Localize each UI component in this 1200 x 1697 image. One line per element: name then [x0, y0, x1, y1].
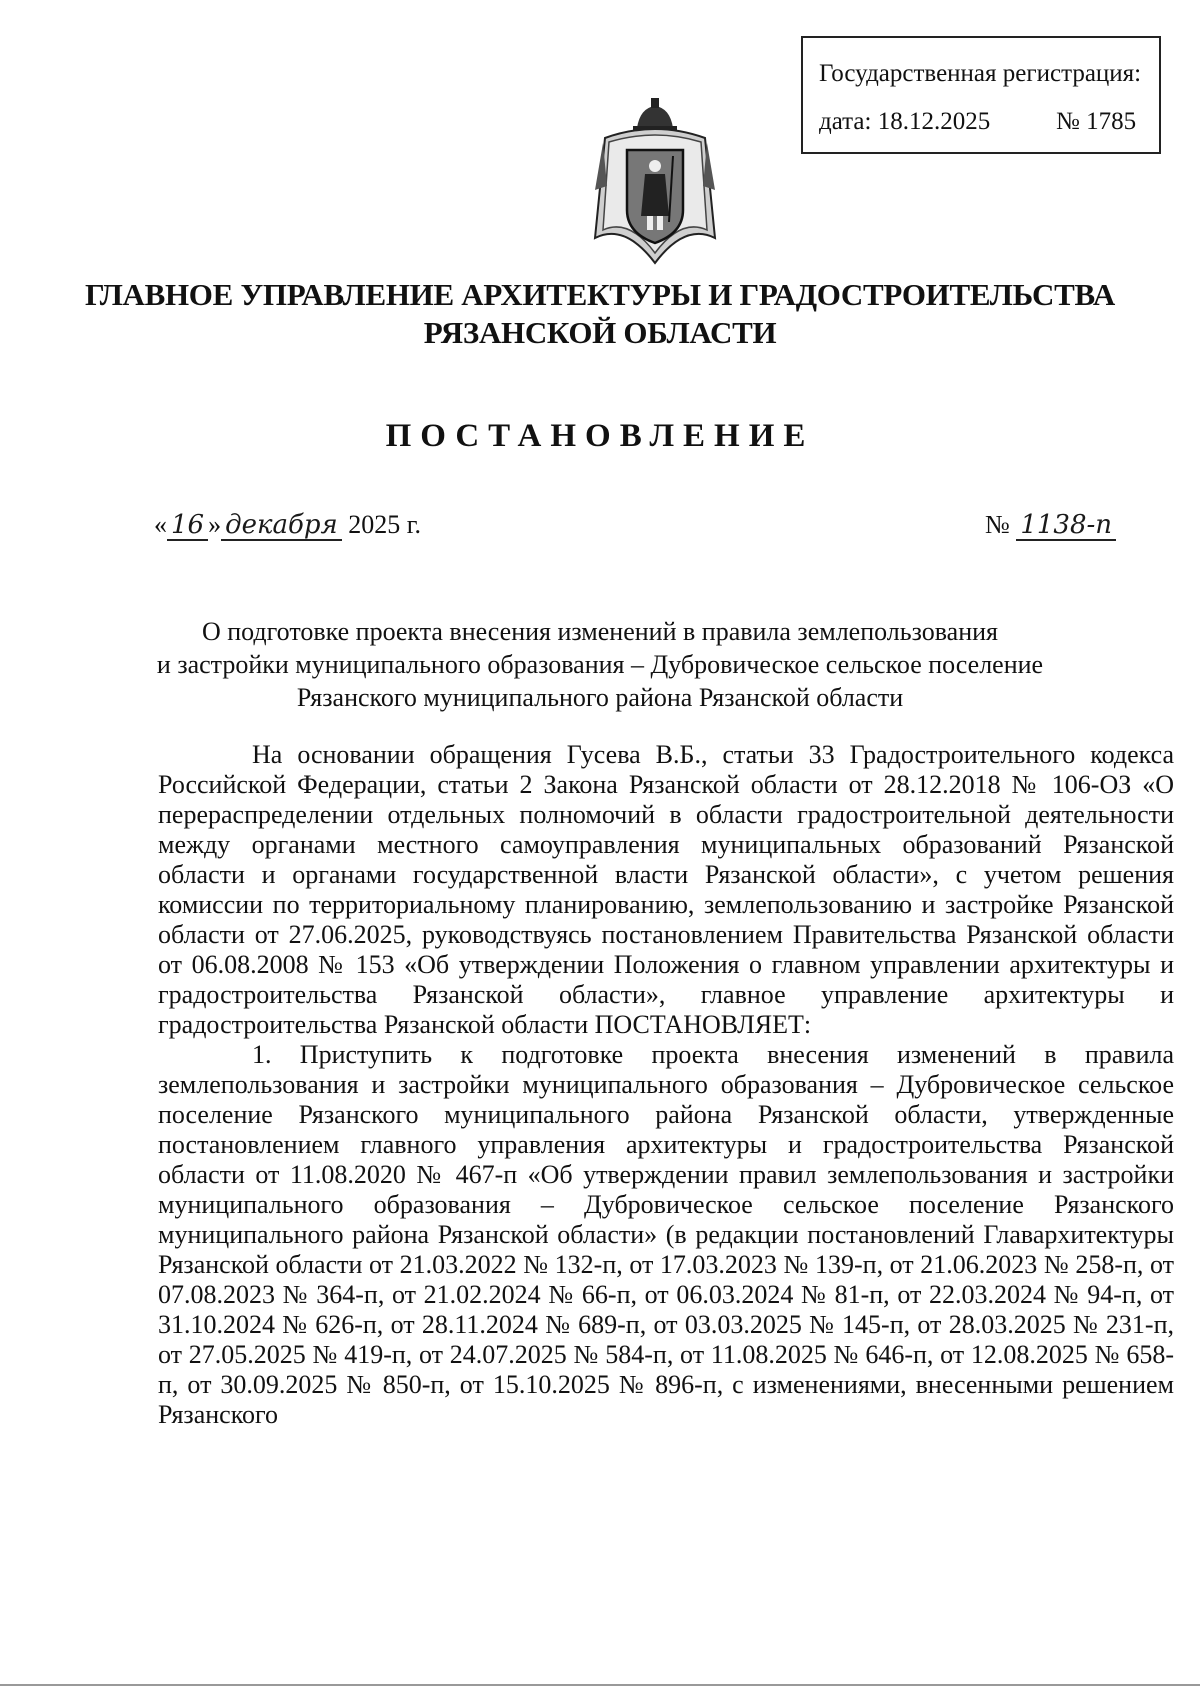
page-bottom-edge: [0, 1684, 1200, 1686]
registration-title: Государственная регистрация:: [819, 60, 1142, 87]
subject-line3: Рязанского муниципального района Рязанской области: [296, 683, 904, 712]
date-open-quote: «: [154, 510, 167, 539]
handwritten-month: декабря: [221, 511, 342, 541]
document-number: [985, 510, 1116, 541]
subject-line2: и застройки муниципального образования – Дубровическое сельское поселение: [156, 650, 1044, 679]
agency-name: [0, 276, 1200, 352]
registration-date-row: [819, 108, 1137, 136]
coat-of-arms-svg: [585, 98, 725, 268]
coat-of-arms-icon: [585, 98, 725, 268]
document-body: [158, 740, 1174, 1430]
registration-date: дата: 18.12.2025: [819, 108, 991, 135]
date-close-quote: »: [208, 510, 222, 539]
date-year: 2025 г.: [341, 510, 421, 539]
document-date: [154, 510, 421, 541]
document-subject: [0, 615, 1200, 714]
body-item-1: 1. Приступить к подготовке проекта внесения изменений в правила землепользования и застройки муниципального образования – Дубровическое сельское поселение Рязанского муниципального района Рязанской области, утвержденные постановлением главного управления архитектуры и градостроительства Рязанской области от 11.08.2020 № 467-п «Об утверждении правил землепользования и застройки муниципального образования – Дубровическое сельское поселение Рязанского муниципального района Рязанской области» (в редакции постановлений Главархитектуры Рязанской области от 21.03.2022 № 132-п, от 17.03.2023 № 139-п, от 21.06.2023 № 258-п, от 07.08.2023 № 364-п, от 21.02.2024 № 66-п, от 06.03.2024 № 81-п, от 22.03.2024 № 94-п, от 31.10.2024 № 626-п, от 28.11.2024 № 689-п, от 03.03.2025 № 145-п, от 28.03.2025 № 231-п, от 27.05.2025 № 419-п, от 24.07.2025 № 584-п, от 11.08.2025 № 646-п, от 12.08.2025 № 658-п, от 30.09.2025 № 850-п, от 15.10.2025 № 896-п, с изменениями, внесенными решением Рязанского: [158, 1040, 1174, 1429]
number-prefix: №: [985, 510, 1010, 539]
subject-line1: О подготовке проекта внесения изменений в правила землепользования: [201, 617, 998, 646]
body-preamble: На основании обращения Гусева В.Б., статьи 33 Градостроительного кодекса Российской Федерации, статьи 2 Закона Рязанской области от 28.12.2018 № 106-ОЗ «О перераспределении отдельных полномочий в области градостроительной деятельности между органами местного самоуправления муниципальных образований Рязанской области и органами государственной власти Рязанской области», с учетом решения комиссии по территориальному планированию, землепользованию и застройке Рязанской области от 27.06.2025, руководствуясь постановлением Правительства Рязанской области от 06.08.2008 № 153 «Об утверждении Положения о главном управлении архитектуры и градостроительства Рязанской области», главное управление архитектуры и градостроительства Рязанской области ПОСТАНОВЛЯЕТ:: [158, 740, 1174, 1039]
agency-name-line2: РЯЗАНСКОЙ ОБЛАСТИ: [423, 315, 777, 350]
handwritten-number: 1138-п: [1016, 511, 1116, 541]
registration-number: № 1785: [1056, 108, 1137, 135]
registration-stamp-box: [801, 36, 1161, 154]
agency-name-line1: ГЛАВНОЕ УПРАВЛЕНИЕ АРХИТЕКТУРЫ И ГРАДОСТРОИТЕЛЬСТВА: [84, 277, 1115, 312]
document-type-title: ПОСТАНОВЛЕНИЕ: [385, 418, 815, 454]
handwritten-day: 16: [167, 511, 208, 541]
